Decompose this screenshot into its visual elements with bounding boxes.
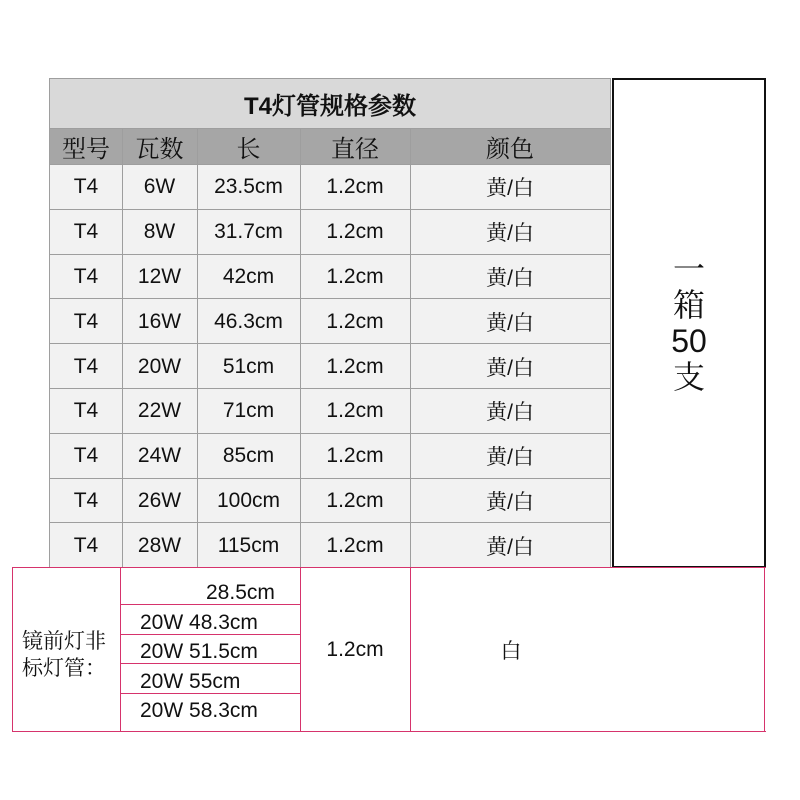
cell-diameter: 1.2cm: [326, 309, 384, 333]
box-quantity-text: 一箱50支: [671, 251, 707, 395]
cell-color: 黄/白: [486, 222, 534, 246]
cell-model: T4: [73, 488, 99, 512]
header-length: 长: [197, 129, 300, 164]
cell-length: 71cm: [222, 399, 275, 423]
cell-color: 黄/白: [486, 266, 534, 290]
cell-color: 黄/白: [486, 177, 534, 201]
cell-wattage: 24W: [137, 444, 182, 468]
cell-color: 黄/白: [486, 401, 534, 425]
cell-length: 115cm: [217, 533, 280, 557]
cell-diameter: 1.2cm: [326, 533, 384, 557]
table-title: T4灯管规格参数: [50, 78, 610, 128]
cell-wattage: 6W: [143, 175, 176, 199]
cell-diameter: 1.2cm: [326, 175, 384, 199]
mirror-light-item: 28.5cm: [206, 581, 275, 604]
cell-model: T4: [73, 399, 99, 423]
cell-model: T4: [73, 444, 99, 468]
cell-color: 黄/白: [486, 535, 534, 559]
cell-wattage: 16W: [137, 309, 182, 333]
cell-color: 黄/白: [486, 446, 534, 470]
header-color: 颜色: [410, 129, 610, 164]
mirror-color: 白: [500, 640, 522, 663]
cell-model: T4: [73, 533, 99, 557]
cell-diameter: 1.2cm: [326, 488, 384, 512]
box-quantity-note: [612, 78, 766, 568]
header-diameter: 直径: [300, 129, 410, 164]
cell-color: 黄/白: [486, 311, 534, 335]
cell-color: 黄/白: [486, 490, 534, 514]
cell-length: 31.7cm: [214, 220, 283, 244]
cell-diameter: 1.2cm: [326, 399, 384, 423]
cell-wattage: 26W: [137, 488, 182, 512]
cell-wattage: 20W: [137, 354, 182, 378]
cell-diameter: 1.2cm: [326, 220, 384, 244]
cell-wattage: 28W: [137, 533, 182, 557]
mirror-light-label: 镜前灯非标灯管：: [22, 630, 106, 680]
header-wattage: 瓦数: [122, 129, 197, 164]
mirror-light-item: 20W 55cm: [140, 670, 241, 693]
cell-length: 100cm: [216, 488, 281, 512]
cell-length: 42cm: [222, 264, 275, 288]
cell-wattage: 8W: [143, 220, 176, 244]
cell-model: T4: [73, 309, 99, 333]
cell-model: T4: [73, 175, 99, 199]
cell-diameter: 1.2cm: [326, 354, 384, 378]
cell-wattage: 12W: [137, 264, 182, 288]
cell-length: 23.5cm: [214, 175, 283, 199]
cell-wattage: 22W: [137, 399, 182, 423]
cell-model: T4: [73, 220, 99, 244]
mirror-diameter: 1.2cm: [326, 638, 384, 661]
mirror-light-item: 20W 48.3cm: [140, 611, 258, 634]
cell-diameter: 1.2cm: [326, 444, 384, 468]
cell-diameter: 1.2cm: [326, 264, 384, 288]
cell-length: 85cm: [222, 444, 275, 468]
cell-length: 51cm: [222, 354, 275, 378]
cell-color: 黄/白: [486, 356, 534, 380]
header-model: 型号: [50, 129, 122, 164]
mirror-light-item: 20W 51.5cm: [140, 640, 258, 663]
mirror-light-item: 20W 58.3cm: [140, 699, 258, 722]
cell-model: T4: [73, 264, 99, 288]
cell-length: 46.3cm: [214, 309, 283, 333]
cell-model: T4: [73, 354, 99, 378]
